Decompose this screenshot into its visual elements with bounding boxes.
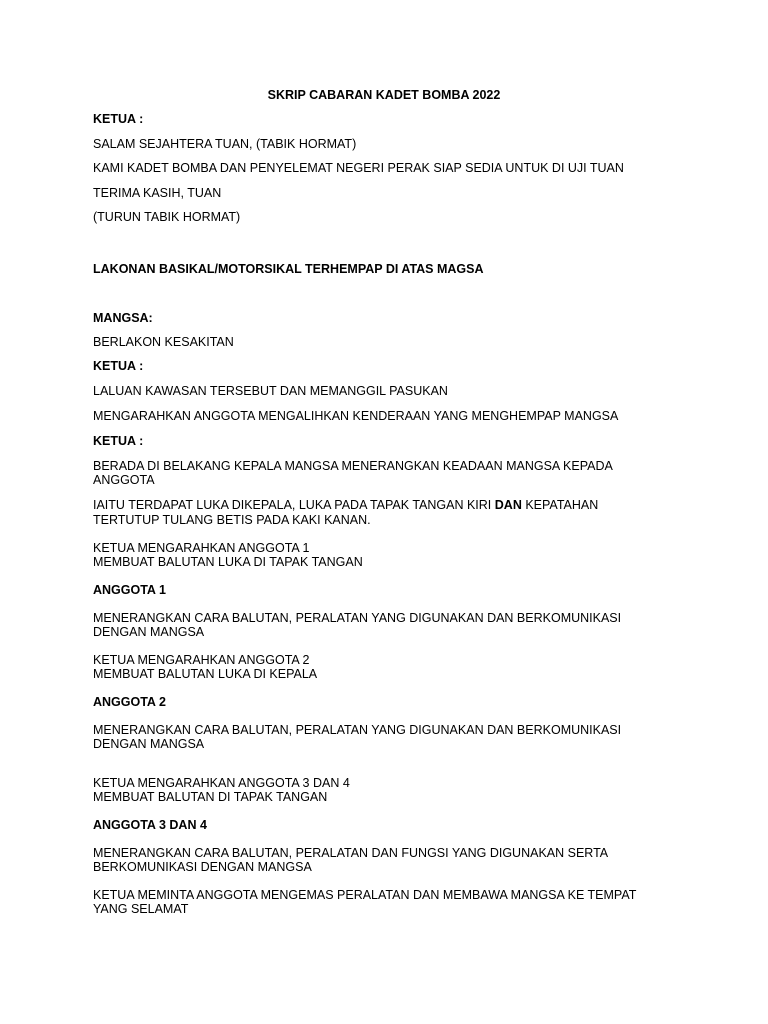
text-run: KEPATAHAN [521,498,599,512]
heading-anggota-1: ANGGOTA 1 [93,583,166,597]
text-line: KETUA MENGARAHKAN ANGGOTA 2 [93,653,310,667]
text-line: MENGARAHKAN ANGGOTA MENGALIHKAN KENDERAAN YANG MENGHEMPAP MANGSA [93,409,619,423]
heading-ketua: KETUA : [93,359,144,373]
text-line: MEMBUAT BALUTAN DI TAPAK TANGAN [93,790,328,804]
heading-ketua: KETUA : [93,434,144,448]
heading-anggota-3-4: ANGGOTA 3 DAN 4 [93,818,207,832]
text-line: MEMBUAT BALUTAN LUKA DI KEPALA [93,667,318,681]
text-line [93,498,693,512]
heading-mangsa: MANGSA: [93,311,153,325]
heading-ketua: KETUA : [93,112,144,126]
section-heading-lakonan: LAKONAN BASIKAL/MOTORSIKAL TERHEMPAP DI ATAS MAGSA [93,262,484,276]
text-line: LALUAN KAWASAN TERSEBUT DAN MEMANGGIL PASUKAN [93,384,448,398]
text-line: DENGAN MANGSA [93,625,205,639]
text-line: TERIMA KASIH, TUAN [93,186,222,200]
text-line: BERKOMUNIKASI DENGAN MANGSA [93,860,312,874]
text-line: KETUA MENGARAHKAN ANGGOTA 1 [93,541,310,555]
document-title: SKRIP CABARAN KADET BOMBA 2022 [267,88,501,102]
text-line: TERTUTUP TULANG BETIS PADA KAKI KANAN. [93,513,371,527]
text-line: MEMBUAT BALUTAN LUKA DI TAPAK TANGAN [93,555,363,569]
text-line: DENGAN MANGSA [93,737,205,751]
heading-anggota-2: ANGGOTA 2 [93,695,166,709]
text-line: ANGGOTA [93,473,155,487]
text-line: MENERANGKAN CARA BALUTAN, PERALATAN DAN FUNGSI YANG DIGUNAKAN SERTA [93,846,609,860]
text-line: BERADA DI BELAKANG KEPALA MANGSA MENERANGKAN KEADAAN MANGSA KEPADA [93,459,613,473]
text-line: (TURUN TABIK HORMAT) [93,210,241,224]
text-line: MENERANGKAN CARA BALUTAN, PERALATAN YANG DIGUNAKAN DAN BERKOMUNIKASI [93,723,622,737]
text-line: KAMI KADET BOMBA DAN PENYELEMAT NEGERI PERAK SIAP SEDIA UNTUK DI UJI TUAN [93,161,624,175]
text-run: IAITU TERDAPAT LUKA DIKEPALA, LUKA PADA TAPAK TANGAN KIRI [93,498,495,512]
text-line: SALAM SEJAHTERA TUAN, (TABIK HORMAT) [93,137,357,151]
text-line: YANG SELAMAT [93,902,189,916]
text-line: BERLAKON KESAKITAN [93,335,234,349]
text-line: KETUA MEMINTA ANGGOTA MENGEMAS PERALATAN DAN MEMBAWA MANGSA KE TEMPAT [93,888,637,902]
text-line: KETUA MENGARAHKAN ANGGOTA 3 DAN 4 [93,776,350,790]
bold-text-run: DAN [494,498,522,512]
text-line: MENERANGKAN CARA BALUTAN, PERALATAN YANG DIGUNAKAN DAN BERKOMUNIKASI [93,611,622,625]
